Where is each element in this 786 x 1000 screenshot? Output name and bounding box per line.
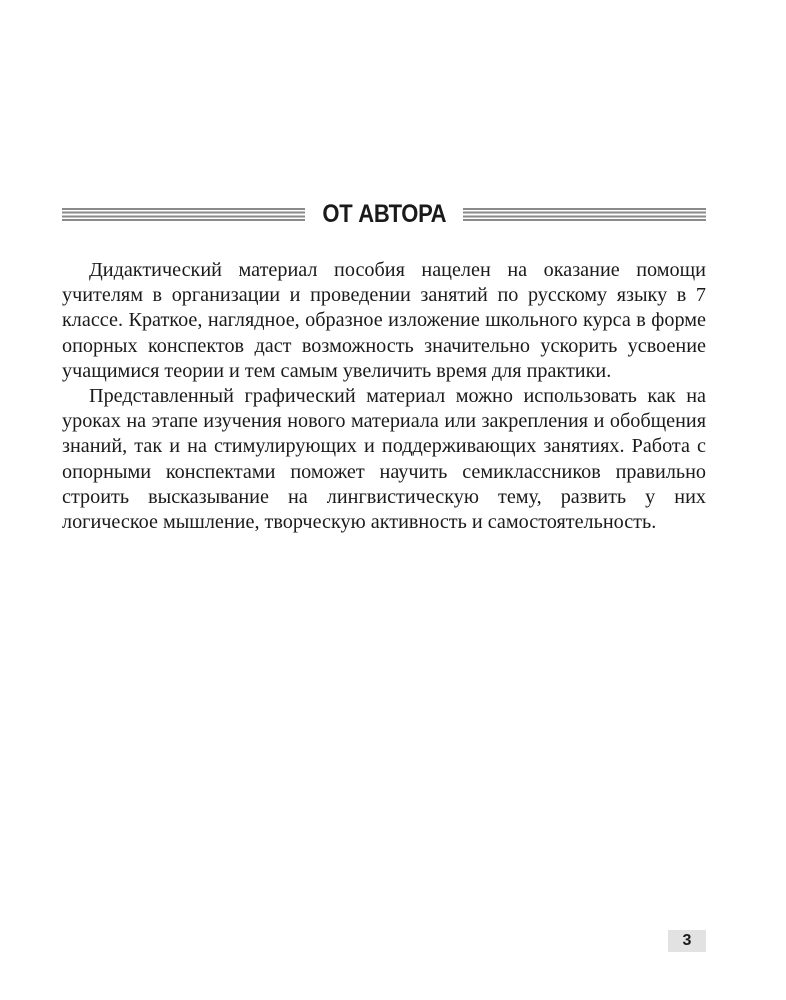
section-heading	[62, 196, 706, 232]
left-decorative-rule	[62, 208, 305, 221]
section-title: ОТ АВТОРА	[322, 199, 447, 228]
page-number-badge	[668, 930, 706, 952]
page-number: 3	[682, 932, 692, 949]
paragraph-1: Дидактический материал пособия нацелен на оказание помощи учителям в организации и проведении занятий по русскому языку в 7 классе. Краткое, наглядное, образное изложение школьного курса в форме опорных конспектов даст возможность значительно ускорить усвоение учащимися теории и тем самым увеличить время для практики.	[62, 259, 706, 382]
body-text	[62, 258, 706, 535]
paragraph-2: Представленный графический материал можно использовать как на уроках на этапе изучения нового материала или закрепления и обобщения знаний, так и на стимулирующих и поддерживающих занятиях. Работа с опорными конспектами поможет научить семиклассников правильно строить высказывание на лингвистическую тему, развить у них логическое мышление, творческую активность и самостоятельность.	[62, 385, 706, 534]
right-decorative-rule	[463, 208, 706, 221]
